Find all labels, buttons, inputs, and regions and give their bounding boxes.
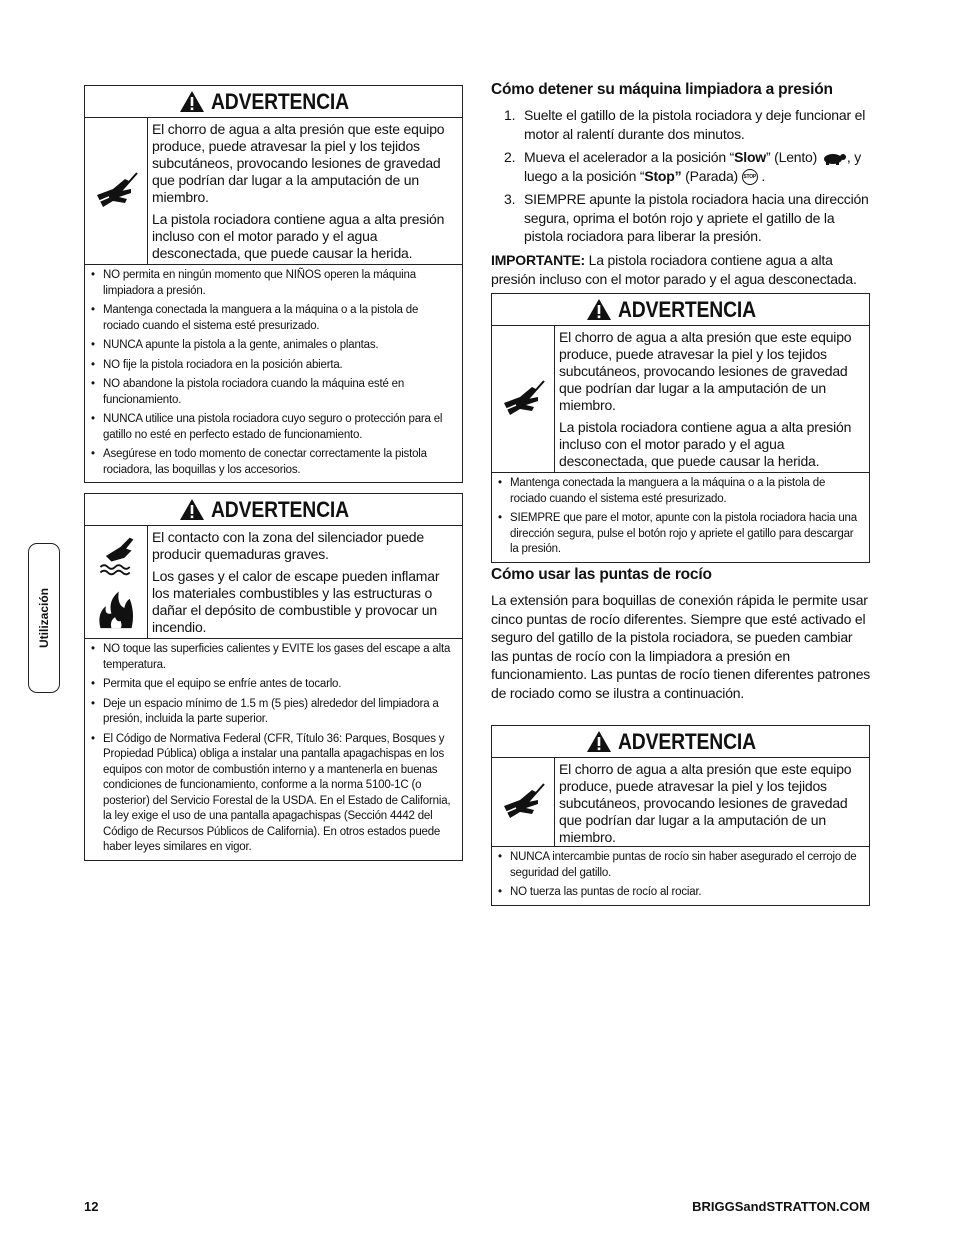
warning-paragraph: El chorro de agua a alta presión que este equipo produce, puede atravesar la piel y los tejidos subcutáneos, provocando lesiones de gravedad que podrían dar lugar a la amputación de un miembro.: [559, 329, 852, 413]
warning-box-high-pressure: [84, 85, 463, 483]
warning-paragraph: La pistola rociadora contiene agua a alta presión incluso con el motor parado y el agua desconectada, que puede causar la herida.: [559, 419, 852, 469]
warning-header: [85, 86, 462, 118]
warning-bullet: • Asegúrese en todo momento de conectar correctamente la pistola rociadora, las boquillas y los accesorios.: [91, 447, 456, 478]
warning-text: [148, 526, 462, 638]
warning-title: ADVERTENCIA: [618, 296, 757, 322]
stop-label: Stop”: [644, 167, 682, 184]
warning-header: [492, 294, 869, 326]
injection-hazard-icon: [91, 167, 141, 215]
warning-paragraph: La pistola rociadora contiene agua a alta presión incluso con el motor parado y el agua desconectada, que puede causar la herida.: [152, 211, 445, 261]
tips-paragraph: La extensión para boquillas de conexión rápida le permite usar cinco puntas de rocío diferentes. Siempre que esté activado el seguro del gatillo de la pistola rociadora, se pueden cambiar las puntas de rocío con la limpiadora a presión en funcionamiento. Las puntas de rocío tienen diferentes patrones de rociado como se ilustra a continuación.: [491, 592, 871, 701]
stop-step: [491, 148, 871, 185]
warning-bullet-list: [492, 473, 869, 562]
section-heading-stop: Cómo detener su máquina limpiadora a presión: [491, 81, 833, 98]
important-label: IMPORTANTE:: [491, 252, 585, 268]
warning-title: ADVERTENCIA: [618, 728, 757, 754]
warning-body: [85, 526, 462, 639]
warning-paragraph: El chorro de agua a alta presión que este equipo produce, puede atravesar la piel y los tejidos subcutáneos, provocando lesiones de gravedad que podrían dar lugar a la amputación de un miembro.: [559, 761, 852, 845]
step-text: , y luego a la posición “: [524, 149, 861, 184]
step-text: .: [757, 167, 766, 184]
warning-bullet: • NO toque las superficies calientes y EVITE los gases del escape a alta temperatura.: [91, 642, 456, 673]
step-text: Suelte el gatillo de la pistola rociadora y deje funcionar el motor al ralentí durante dos minutos.: [524, 107, 866, 142]
warning-triangle-icon: [586, 730, 612, 753]
warning-bullet: • NO abandone la pistola rociadora cuando la máquina esté en funcionamiento.: [91, 377, 456, 408]
warning-text: [555, 758, 869, 846]
warning-box-spray-tips: [491, 725, 870, 906]
warning-paragraph: El contacto con la zona del silenciador puede producir quemaduras graves.: [152, 529, 424, 562]
warning-paragraph: Los gases y el calor de escape pueden inflamar los materiales combustibles y las estructuras o dañar el depósito de combustible y provocar un incendio.: [152, 568, 440, 635]
section-heading-tips: Cómo usar las puntas de rocío: [491, 566, 712, 583]
step-text: Mueva el acelerador a la posición “: [524, 149, 735, 165]
website-url[interactable]: BRIGGSandSTRATTON.COM: [692, 1199, 870, 1214]
injection-hazard-icon: [498, 375, 548, 423]
step-number: 1.: [504, 107, 516, 123]
stop-step: [491, 106, 871, 143]
warning-bullet: • NO fije la pistola rociadora en la posición abierta.: [91, 358, 456, 374]
step-text: ” (Lento): [766, 149, 821, 165]
step-number: 3.: [504, 191, 516, 207]
hot-surface-icon: [91, 534, 141, 578]
warning-bullet: • NUNCA utilice una pistola rociadora cuyo seguro o protección para el gatillo no esté en perfecto estado de funcionamiento.: [91, 412, 456, 443]
slow-label: Slow: [734, 149, 766, 165]
stop-step: [491, 190, 871, 246]
warning-text: [148, 118, 462, 264]
warning-box-pressure-release: [491, 293, 870, 563]
warning-bullet: • NO tuerza las puntas de rocío al rociar.: [498, 885, 863, 901]
warning-bullet-list: [85, 265, 462, 482]
warning-icon-cell: [492, 758, 555, 846]
warning-bullet-list: [492, 847, 869, 905]
warning-bullet: • Mantenga conectada la manguera a la máquina o a la pistola de rociado cuando el sistema esté presurizado.: [91, 303, 456, 334]
warning-body: [492, 326, 869, 473]
stop-steps-list: [491, 106, 871, 251]
warning-body: [492, 758, 869, 847]
warning-bullet: • El Código de Normativa Federal (CFR, Título 36: Parques, Bosques y Propiedad Pública) obliga a instalar una pantalla apagachispas en los equipos con motor de combustión interno y a mantenerla en buenas condiciones de funcionamiento, conforme a la norma 5100-1C (o posterior) del Servicio Forestal de la USDA. En el Estado de California, la ley exige el uso de una pantalla apagachispas (Sección 4442 del Código de Recursos Públicos de California). En otros estados puede haber leyes similares en vigor.: [91, 732, 456, 856]
warning-triangle-icon: [179, 90, 205, 113]
injection-hazard-icon: [498, 778, 548, 826]
warning-bullet: • SIEMPRE que pare el motor, apunte con la pistola rociadora hacia una dirección segura, pulse el botón rojo y apriete el gatillo para descargar la presión.: [498, 511, 863, 558]
warning-triangle-icon: [179, 498, 205, 521]
page-number: 12: [84, 1199, 99, 1214]
step-text: (Parada): [681, 167, 742, 184]
warning-bullet: • Mantenga conectada la manguera a la máquina o a la pistola de rociado cuando el sistema esté presurizado.: [498, 476, 863, 507]
warning-box-burn-fire: [84, 493, 463, 861]
warning-title: ADVERTENCIA: [211, 88, 350, 114]
warning-triangle-icon: [586, 298, 612, 321]
warning-icon-cell: [85, 118, 148, 264]
turtle-icon: [821, 152, 847, 165]
warning-bullet: • Permita que el equipo se enfríe antes de tocarlo.: [91, 677, 456, 693]
section-side-tab: [28, 543, 60, 693]
warning-bullet: • Deje un espacio mínimo de 1.5 m (5 pies) alrededor del limpiadora a presión, incluida la parte superior.: [91, 697, 456, 728]
warning-icon-cell: [85, 526, 148, 638]
warning-title: ADVERTENCIA: [211, 496, 350, 522]
step-number: 2.: [504, 149, 516, 165]
warning-header: [85, 494, 462, 526]
stop-icon: STOP: [742, 169, 758, 185]
important-text: La pistola rociadora contiene agua a alta presión incluso con el motor parado y el agua desconectada.: [491, 252, 857, 287]
warning-bullet: • NUNCA intercambie puntas de rocío sin haber asegurado el cerrojo de seguridad del gatillo.: [498, 850, 863, 881]
fire-icon: [91, 586, 141, 630]
warning-text: [555, 326, 869, 472]
warning-bullet: • NO permita en ningún momento que NIÑOS operen la máquina limpiadora a presión.: [91, 268, 456, 299]
section-side-tab-label: Utilización: [37, 587, 51, 649]
warning-body: [85, 118, 462, 265]
warning-paragraph: El chorro de agua a alta presión que este equipo produce, puede atravesar la piel y los tejidos subcutáneos, provocando lesiones de gravedad que podrían dar lugar a la amputación de un miembro.: [152, 121, 445, 205]
step-text: SIEMPRE apunte la pistola rociadora hacia una dirección segura, oprima el botón rojo y apriete el gatillo de la pistola rociadora para liberar la presión.: [524, 191, 869, 244]
warning-icon-cell: [492, 326, 555, 472]
warning-bullet: • NUNCA apunte la pistola a la gente, animales o plantas.: [91, 338, 456, 354]
important-note: [491, 251, 873, 288]
warning-bullet-list: [85, 639, 462, 860]
warning-header: [492, 726, 869, 758]
